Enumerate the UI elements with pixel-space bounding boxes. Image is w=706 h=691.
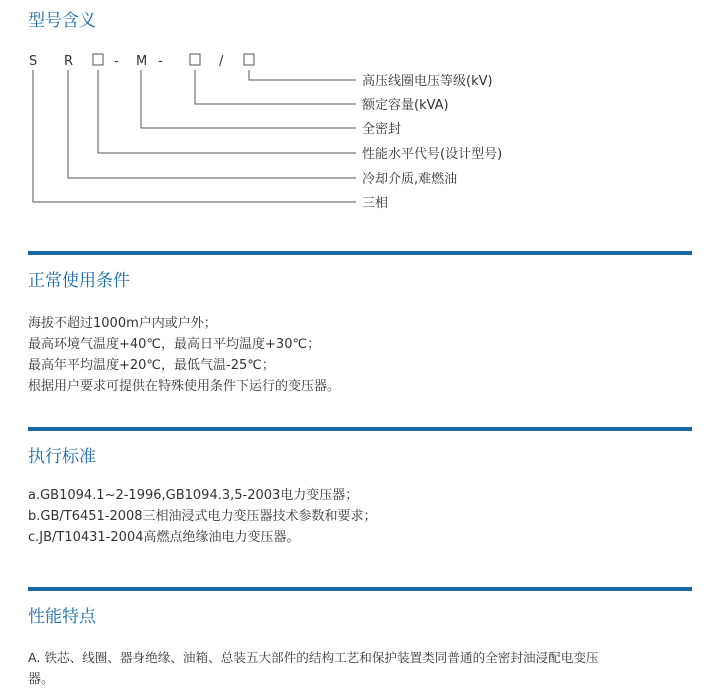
section-title-operating-conditions: 正常使用条件 xyxy=(28,271,130,291)
section-title-features: 性能特点 xyxy=(28,607,96,627)
standards-text xyxy=(28,485,377,548)
code-box-capacity xyxy=(190,54,200,65)
leader-line-cooling xyxy=(68,70,356,178)
feature-line: 器。 xyxy=(28,672,55,687)
standard-line: c.JB/T10431-2004高燃点绝缘油电力变压器。 xyxy=(28,530,300,545)
leader-line-performance xyxy=(98,70,356,153)
legend-fully-sealed: 全密封 xyxy=(362,122,402,137)
standard-line: b.GB/T6451-2008三相油浸式电力变压器技术参数和要求； xyxy=(28,509,377,524)
code-char-r: R xyxy=(64,54,74,69)
standard-line: a.GB1094.1~2-1996,GB1094.3,5-2003电力变压器； xyxy=(28,488,359,503)
section-divider-conditions xyxy=(28,251,692,255)
legend-rated-capacity: 额定容量(kVA) xyxy=(362,98,449,113)
condition-line: 根据用户要求可提供在特殊使用条件下运行的变压器。 xyxy=(28,379,341,394)
condition-line: 最高环境气温度+40℃，最高日平均温度+30℃； xyxy=(28,337,321,352)
condition-line: 最高年平均温度+20℃，最低气温-25℃； xyxy=(28,358,275,373)
code-char-slash: / xyxy=(219,54,224,69)
code-char-dash-1: - xyxy=(114,54,119,69)
code-char-dash-2: - xyxy=(158,54,163,69)
legend-three-phase: 三相 xyxy=(362,196,389,211)
code-char-m: M xyxy=(136,54,148,69)
legend-cooling-medium: 冷却介质,难燃油 xyxy=(362,172,458,187)
section-divider-features xyxy=(28,587,692,591)
code-box-voltage xyxy=(244,54,254,65)
features-text xyxy=(28,647,599,691)
code-char-s: S xyxy=(29,54,38,69)
section-divider-standards xyxy=(28,427,692,431)
leader-line-capacity xyxy=(195,70,356,104)
model-code-diagram xyxy=(0,0,706,230)
feature-line: A. 铁芯、线圈、器身绝缘、油箱、总装五大部件的结构工艺和保护装置类同普通的全密封油浸配电变压 xyxy=(28,650,599,665)
operating-conditions-text xyxy=(28,313,340,397)
code-box-performance xyxy=(93,54,103,65)
section-title-standards: 执行标准 xyxy=(28,447,96,467)
legend-voltage-level: 高压线圈电压等级(kV) xyxy=(362,74,493,89)
legend-performance-code: 性能水平代号(设计型号) xyxy=(362,147,503,162)
leader-line-voltage xyxy=(249,70,356,80)
section-title-model-meaning: 型号含义 xyxy=(28,11,96,31)
condition-line: 海拔不超过1000m户内或户外； xyxy=(28,316,217,331)
